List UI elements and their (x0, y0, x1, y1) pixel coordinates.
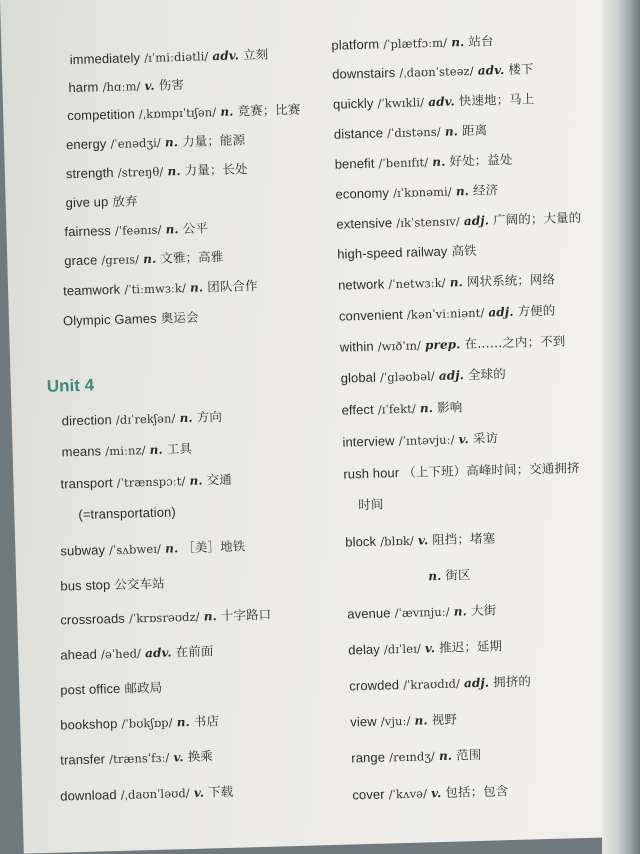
vocab-entry: benefit /ˈbenɪfɪt/ n. 好处；益处 (334, 151, 513, 172)
vocab-entry: transport /ˈtrænspɔːt/ n. 交通 (60, 471, 233, 492)
vocab-entry: bookshop /ˈbʊkʃɒp/ n. 书店 (60, 713, 220, 733)
vocab-entry: downstairs /ˌdaʊnˈsteəz/ adv. 楼下 (331, 61, 534, 82)
vocab-entry: subway /ˈsʌbweɪ/ n. ［美］地铁 (60, 538, 246, 559)
vocab-entry: ahead /əˈhed/ adv. 在前面 (60, 643, 214, 663)
vocab-entry: fairness /ˈfeənɪs/ n. 公平 (64, 220, 209, 240)
vocab-entry: network /ˈnetwɜːk/ n. 网状系统；网络 (337, 271, 556, 293)
vocab-entry: post office 邮政局 (60, 679, 163, 698)
vocab-entry: bus stop 公交车站 (60, 575, 165, 594)
vocab-entry: crowded /ˈkraʊdɪd/ adj. 拥挤的 (349, 673, 532, 694)
vocab-entry-sense: n. 街区 (428, 567, 471, 584)
vocab-entry: teamwork /ˈtiːmwɜːk/ n. 团队合作 (62, 277, 258, 299)
vocab-entry: Olympic Games 奥运会 (62, 309, 199, 329)
vocab-entry: within /wɪðˈɪn/ prep. 在……之内；不到 (339, 333, 566, 355)
vocab-entry: download /ˌdaʊnˈləʊd/ v. 下载 (60, 783, 234, 804)
vocab-entry: quickly /ˈkwɪkli/ adv. 快速地；马上 (332, 91, 535, 112)
vocab-entry: direction /dɪˈrekʃən/ n. 方向 (61, 408, 223, 429)
unit-heading: Unit 4 (46, 375, 95, 396)
vocab-entry: crossroads /ˈkrɒsrəʊdz/ n. 十字路口 (60, 606, 272, 628)
vocab-entry: immediately /ɪˈmiːdiətli/ adv. 立刻 (69, 46, 269, 68)
vocab-entry-continuation: 时间 (358, 496, 384, 513)
vocab-entry: competition /ˌkɒmpɪˈtɪʃən/ n. 竞赛；比赛 (67, 101, 301, 124)
vocab-entry: rush hour （上下班）高峰时间；交通拥挤 (343, 460, 580, 482)
vocab-entry: global /ˈgləʊbəl/ adj. 全球的 (340, 366, 507, 386)
vocab-entry: platform /ˈplætfɔːm/ n. 站台 (331, 33, 494, 53)
vocab-entry: block /blɒk/ v. 阻挡；堵塞 (345, 530, 496, 550)
vocab-entry: grace /greɪs/ n. 文雅；高雅 (64, 248, 224, 269)
vocab-entry: give up 放弃 (65, 193, 138, 211)
vocab-entry: view /vjuː/ n. 视野 (350, 711, 458, 730)
book-binding-shadow (602, 0, 640, 854)
vocab-entry: convenient /kənˈviːniənt/ adj. 方便的 (338, 302, 556, 324)
vocab-entry-note: (=transportation) (78, 504, 177, 523)
vocab-entry: effect /ɪˈfekt/ n. 影响 (341, 399, 463, 418)
vocab-entry: transfer /trænsˈfɜː/ v. 换乘 (60, 748, 214, 768)
vocab-entry: extensive /ɪkˈstensɪv/ adj. 广阔的；大量的 (336, 209, 582, 232)
vocab-entry: interview /ˈɪntəvjuː/ v. 采访 (342, 430, 499, 450)
vocab-entry: economy /ɪˈkɒnəmi/ n. 经济 (335, 182, 499, 202)
vocab-entry: avenue /ˈævɪnjuː/ n. 大街 (347, 602, 497, 622)
vocab-entry: high-speed railway 高铁 (337, 242, 477, 262)
vocab-entry: range /reɪndʒ/ n. 范围 (351, 746, 482, 766)
vocab-entry: harm /hɑːm/ v. 伤害 (68, 76, 185, 96)
vocab-entry: distance /ˈdɪstəns/ n. 距离 (333, 122, 488, 142)
vocab-entry: energy /ˈenədʒi/ n. 力量；能源 (65, 132, 246, 153)
vocab-entry: strength /streŋθ/ n. 力量；长处 (65, 161, 248, 182)
vocab-entry: delay /dɪˈleɪ/ v. 推迟；延期 (348, 638, 503, 658)
vocab-entry: cover /ˈkʌvə/ v. 包括；包含 (352, 783, 509, 803)
vocab-entry: means /miːnz/ n. 工具 (61, 440, 193, 460)
